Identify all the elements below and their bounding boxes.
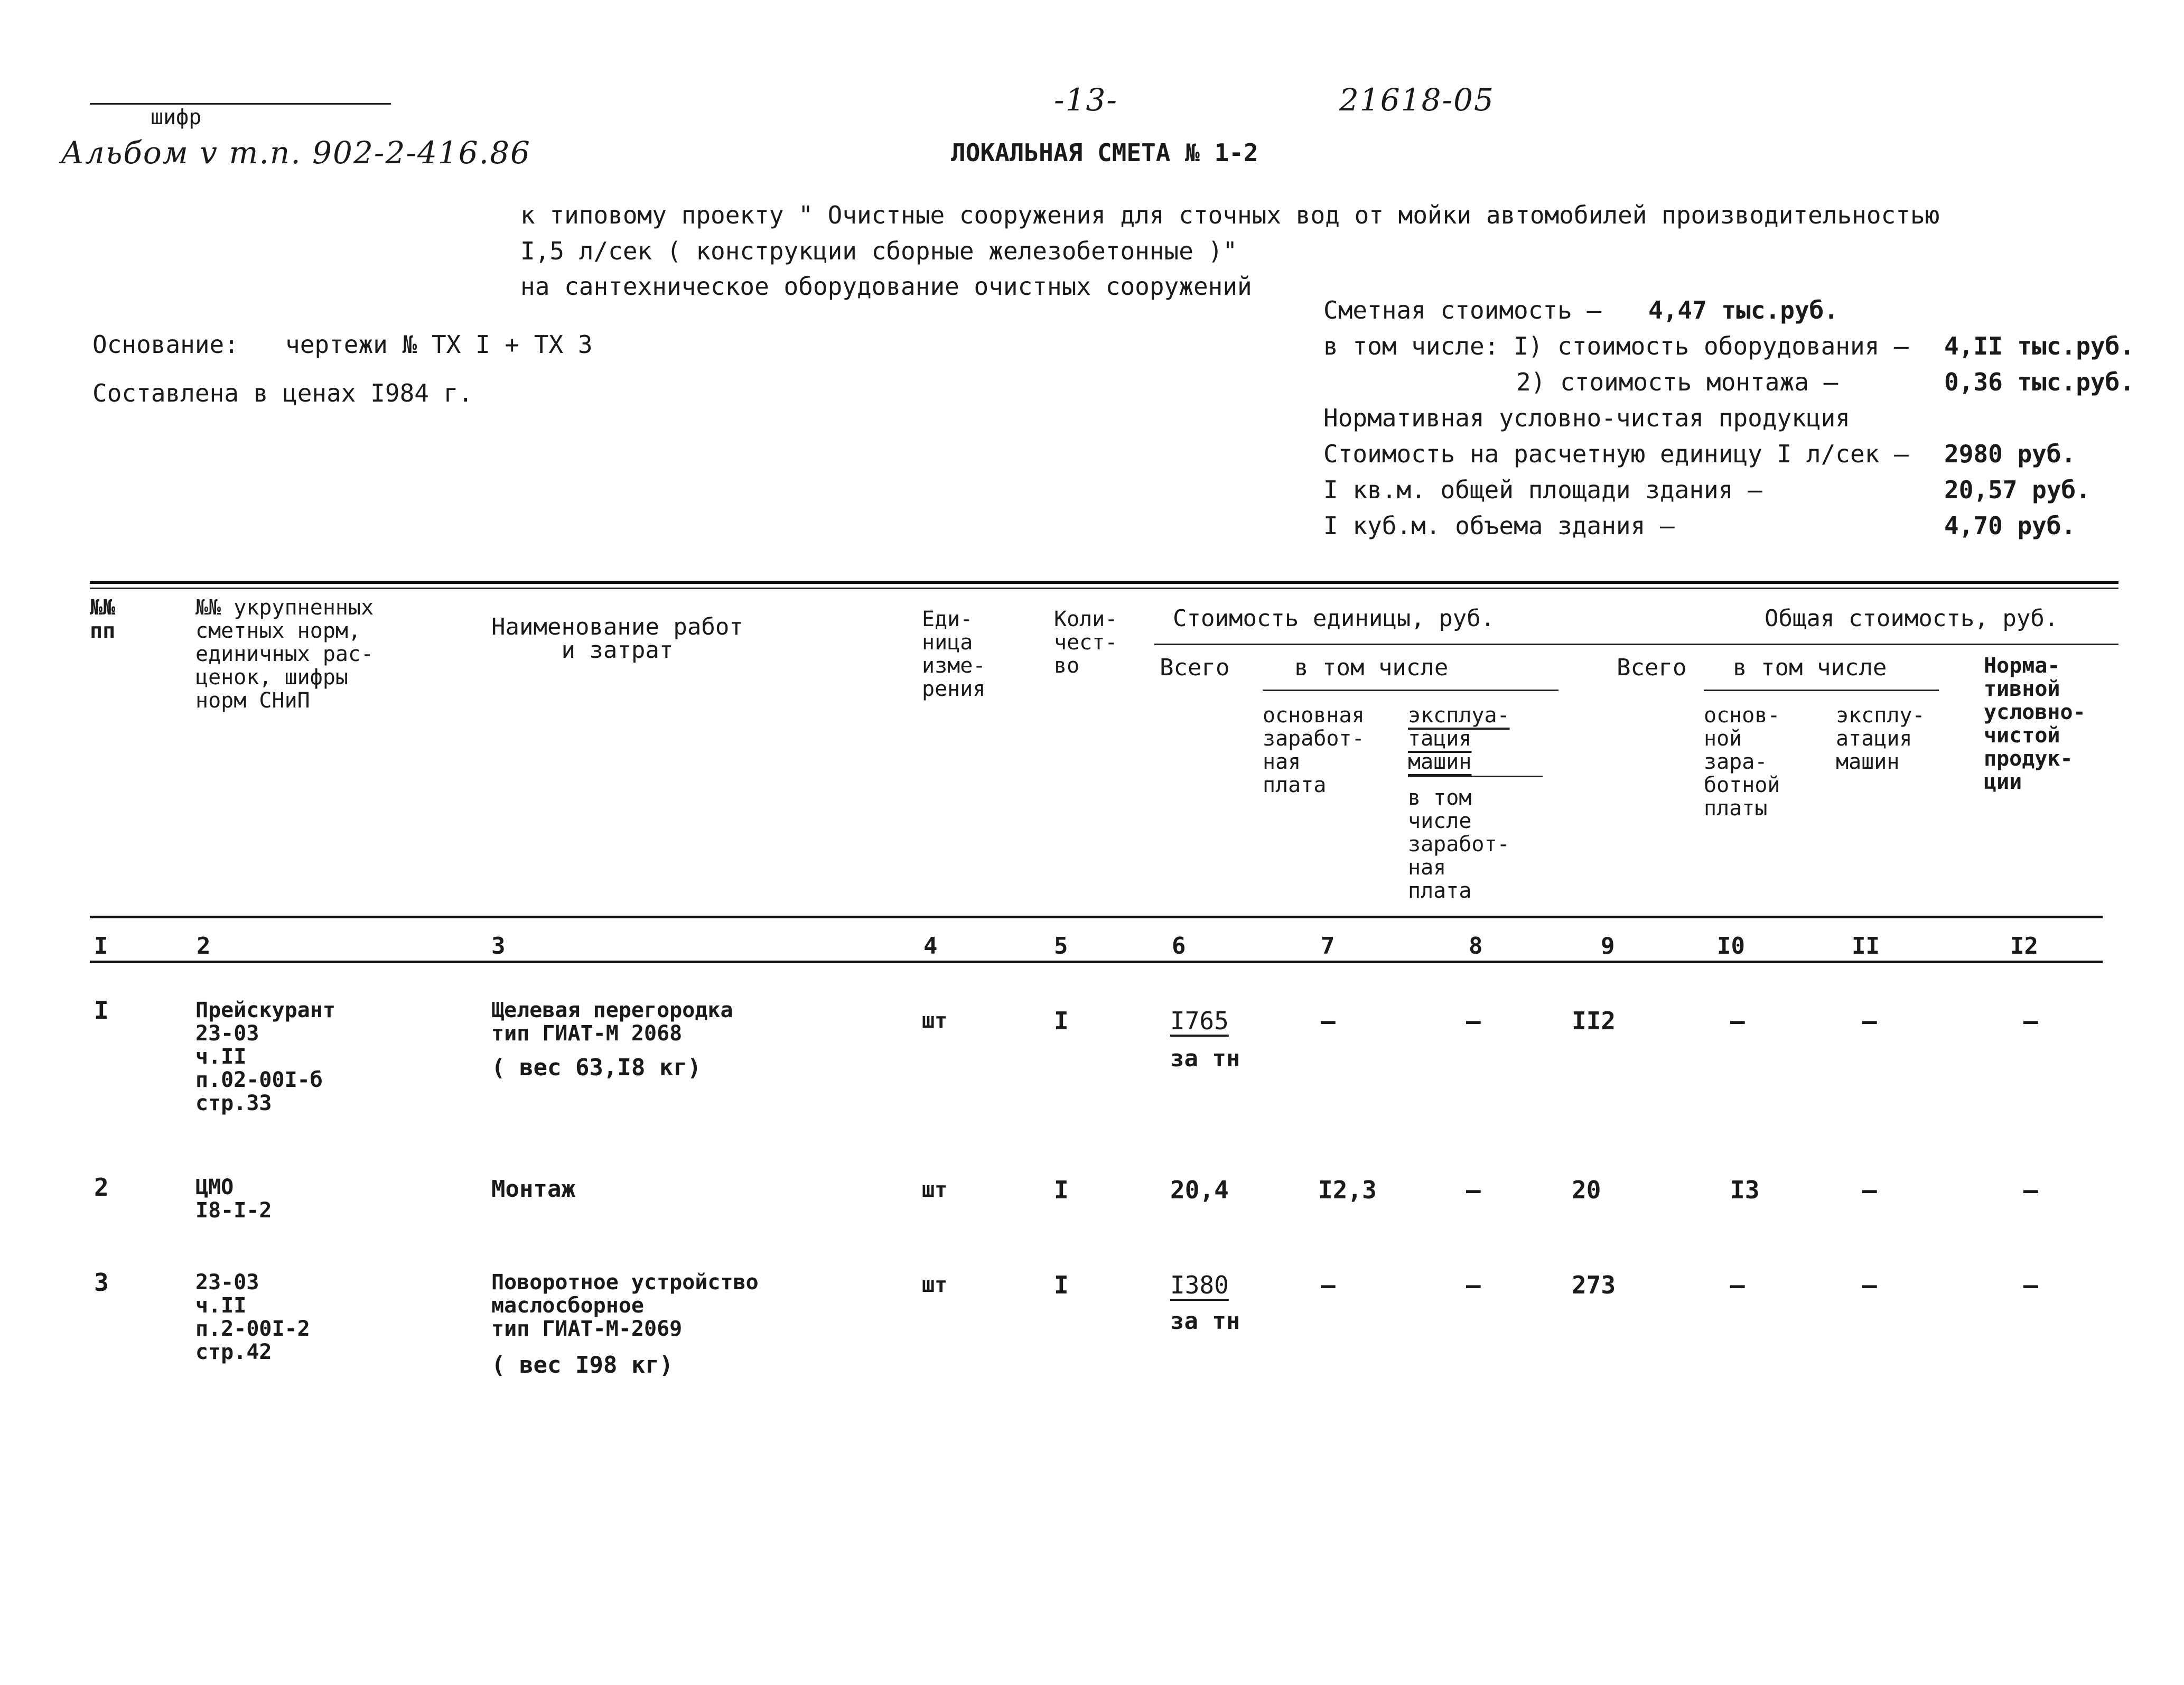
header-unit-cost: Стоимость единицы, руб. bbox=[1173, 605, 1495, 632]
row-unit: шт bbox=[922, 1009, 948, 1033]
header-machine-salary: в том числе заработ- ная плата bbox=[1408, 786, 1510, 903]
row-number: 3 bbox=[94, 1268, 109, 1297]
row-total-salary: – bbox=[1730, 1271, 1745, 1299]
row-work-note: ( вес I98 кг) bbox=[491, 1352, 674, 1379]
summary-value: 2980 руб. bbox=[1944, 440, 2076, 468]
header-work-name: Наименование работ и затрат bbox=[491, 613, 743, 664]
project-line-1: к типовому проекту " Очистные сооружения для сточных вод от мойки автомобилей производительностью bbox=[520, 201, 1940, 229]
header-total-machine-operation: эксплу- атация машин bbox=[1836, 703, 1925, 774]
row-machine-operation: – bbox=[1466, 1271, 1481, 1299]
row-total: 20 bbox=[1572, 1176, 1601, 1204]
row-machine-operation: – bbox=[1466, 1007, 1481, 1035]
page-title: ЛОКАЛЬНАЯ СМЕТА № 1-2 bbox=[951, 138, 1258, 167]
summary-value: 0,36 тыс.руб. bbox=[1944, 368, 2135, 396]
header-including-2-rule bbox=[1704, 690, 1939, 691]
row-unit-cost: 20,4 bbox=[1170, 1176, 1229, 1204]
summary-value: 20,57 руб. bbox=[1944, 476, 2090, 504]
column-numbers-rule bbox=[90, 961, 2103, 963]
row-norm-code: 23-03 ч.II п.2-00I-2 стр.42 bbox=[195, 1270, 310, 1364]
row-norm-code: Прейскурант 23-03 ч.II п.02-00I-б стр.33 bbox=[195, 998, 335, 1115]
column-number: 2 bbox=[197, 933, 211, 960]
summary-value: 4,47 тыс.руб. bbox=[1648, 296, 1839, 324]
header-bottom-rule bbox=[90, 916, 2103, 918]
header-base-salary: основная заработ- ная плата bbox=[1263, 703, 1365, 797]
document-code: 21618-05 bbox=[1339, 82, 1495, 118]
row-unit-cost: I765 bbox=[1170, 1007, 1229, 1035]
row-unit-cost: I380 bbox=[1170, 1271, 1229, 1299]
column-number: 6 bbox=[1172, 933, 1186, 960]
header-including-2: в том числе bbox=[1733, 654, 1887, 681]
header-including-rule bbox=[1263, 690, 1558, 691]
column-number: II bbox=[1852, 933, 1880, 960]
row-total-salary: I3 bbox=[1730, 1176, 1760, 1204]
album-reference: Альбом v т.п. 902-2-416.86 bbox=[61, 135, 531, 171]
row-quantity: I bbox=[1054, 1176, 1069, 1204]
column-number: 7 bbox=[1321, 933, 1335, 960]
row-base-salary: I2,3 bbox=[1318, 1176, 1377, 1204]
header-cost-rule bbox=[1154, 644, 2118, 645]
row-total: 273 bbox=[1572, 1271, 1616, 1299]
row-unit-cost-note: за тн bbox=[1170, 1308, 1240, 1335]
row-unit: шт bbox=[922, 1273, 948, 1297]
table-top-rule bbox=[90, 588, 2118, 589]
summary-value: 4,70 руб. bbox=[1944, 511, 2076, 540]
summary-label: Стоимость на расчетную единицу I л/сек – bbox=[1323, 440, 1909, 468]
header-total-base-salary: основ- ной зара- ботной платы bbox=[1704, 703, 1780, 821]
row-base-salary: – bbox=[1321, 1271, 1336, 1299]
column-number: 9 bbox=[1601, 933, 1615, 960]
cipher-label: шифр bbox=[151, 105, 202, 129]
basis-label: Основание: bbox=[92, 330, 239, 359]
summary-value: 4,II тыс.руб. bbox=[1944, 332, 2135, 360]
row-total: II2 bbox=[1572, 1007, 1616, 1035]
column-number: I bbox=[94, 933, 108, 960]
row-quantity: I bbox=[1054, 1271, 1069, 1299]
row-number: I bbox=[94, 996, 109, 1025]
header-normative-output: Норма- тивной условно- чистой продук- ции bbox=[1984, 654, 2086, 794]
row-unit: шт bbox=[922, 1178, 948, 1202]
row-work-name: Щелевая перегородка тип ГИАТ-М 2068 bbox=[491, 998, 733, 1046]
summary-label: 2) стоимость монтажа – bbox=[1516, 368, 1838, 396]
column-number: I2 bbox=[2010, 933, 2038, 960]
row-work-name: Монтаж bbox=[491, 1176, 575, 1203]
summary-label: Нормативная условно-чистая продукция bbox=[1323, 404, 1850, 432]
header-total-sum: Всего bbox=[1617, 654, 1687, 681]
row-number: 2 bbox=[94, 1173, 109, 1202]
column-number: 3 bbox=[491, 933, 506, 960]
column-number: 8 bbox=[1469, 933, 1483, 960]
summary-label: I кв.м. общей площади здания – bbox=[1323, 476, 1762, 504]
header-unit-total: Всего bbox=[1160, 654, 1230, 681]
row-total-machine: – bbox=[1862, 1176, 1877, 1204]
row-normative-output: – bbox=[2023, 1271, 2038, 1299]
column-number: 4 bbox=[923, 933, 938, 960]
row-total-salary: – bbox=[1730, 1007, 1745, 1035]
row-work-note: ( вес 63,I8 кг) bbox=[491, 1054, 702, 1081]
column-number: I0 bbox=[1717, 933, 1745, 960]
row-total-machine: – bbox=[1862, 1007, 1877, 1035]
row-norm-code: ЦМО I8-I-2 bbox=[195, 1175, 272, 1223]
header-norm-code: №№ укрупненных сметных норм, единичных рас- ценок, шифры норм СНиП bbox=[195, 595, 374, 713]
header-machine-operation: эксплуа- тация машин bbox=[1408, 703, 1510, 774]
project-line-3: на сантехническое оборудование очистных сооружений bbox=[520, 272, 1252, 301]
cipher-rule bbox=[90, 103, 391, 105]
table-top-rule bbox=[90, 581, 2118, 584]
header-unit: Еди- ница изме- рения bbox=[922, 607, 986, 701]
header-quantity: Коли- чест- во bbox=[1054, 607, 1118, 678]
header-machine-rule bbox=[1408, 776, 1543, 777]
row-normative-output: – bbox=[2023, 1176, 2038, 1204]
basis-value: чертежи № ТХ I + ТХ 3 bbox=[285, 330, 593, 359]
row-machine-operation: – bbox=[1466, 1176, 1481, 1204]
summary-label: Сметная стоимость – bbox=[1323, 296, 1602, 324]
header-row-number: №№ пп bbox=[90, 595, 116, 643]
column-number: 5 bbox=[1054, 933, 1068, 960]
summary-label: I куб.м. объема здания – bbox=[1323, 511, 1675, 540]
header-total-cost: Общая стоимость, руб. bbox=[1765, 605, 2059, 632]
row-work-name: Поворотное устройство маслосборное тип ГИАТ-М-2069 bbox=[491, 1270, 759, 1341]
page-number: -13- bbox=[1054, 82, 1118, 118]
row-base-salary: – bbox=[1321, 1007, 1336, 1035]
row-normative-output: – bbox=[2023, 1007, 2038, 1035]
row-unit-cost-note: за тн bbox=[1170, 1045, 1240, 1072]
header-including: в том числе bbox=[1294, 654, 1449, 681]
project-line-2: I,5 л/сек ( конструкции сборные железобетонные )" bbox=[520, 237, 1238, 265]
row-total-machine: – bbox=[1862, 1271, 1877, 1299]
summary-label: в том числе: I) стоимость оборудования – bbox=[1323, 332, 1909, 360]
prices-note: Составлена в ценах I984 г. bbox=[92, 379, 473, 407]
row-quantity: I bbox=[1054, 1007, 1069, 1035]
